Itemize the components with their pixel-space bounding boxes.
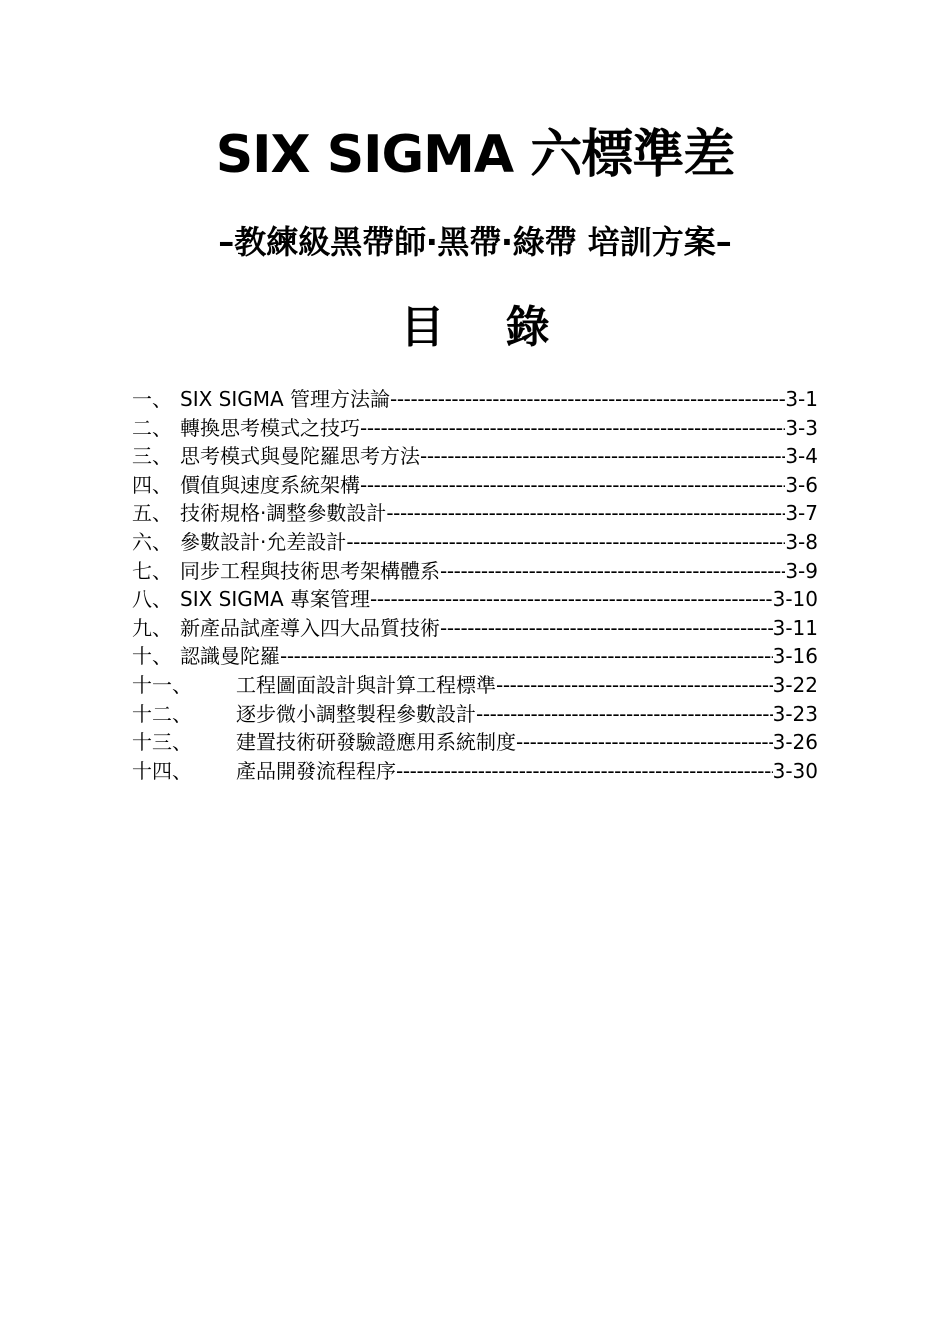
toc-entry-page: 3-9 xyxy=(785,558,818,583)
toc-dot-leader xyxy=(396,757,773,786)
toc-entry-title: 產品開發流程程序 xyxy=(236,758,396,783)
toc-entry xyxy=(132,557,818,586)
document-title: SIX SIGMA 六標準差 xyxy=(215,125,735,185)
toc-entry-page: 3-30 xyxy=(772,758,818,783)
toc-entry-title: SIX SIGMA 管理方法論 xyxy=(180,387,391,411)
toc-dot-leader xyxy=(440,557,785,586)
toc-entry-title: 新產品試產導入四大品質技術 xyxy=(180,615,440,640)
toc-entry xyxy=(132,614,818,643)
toc-entry-title: 逐步微小調整製程參數設計 xyxy=(236,701,476,726)
toc-entry-title: 技術規格‧調整參數設計 xyxy=(180,501,387,526)
toc-entry-page: 3-26 xyxy=(772,730,818,755)
toc-entry-number: 八、 xyxy=(132,587,172,612)
toc-entry-number: 六、 xyxy=(132,529,172,554)
toc-dot-leader xyxy=(370,585,773,614)
toc-dot-leader xyxy=(496,671,773,700)
toc-entry-number: 十三、 xyxy=(132,730,192,755)
toc-entry-number: 五、 xyxy=(132,501,172,526)
toc-entry-page: 3-23 xyxy=(772,701,818,726)
toc-entry xyxy=(132,442,818,471)
toc-entry-title: SIX SIGMA 專案管理 xyxy=(180,587,371,612)
toc-entry-title: 轉換思考模式之技巧 xyxy=(180,415,360,440)
toc-entry xyxy=(132,757,818,786)
toc-entry-number: 十一、 xyxy=(132,672,192,697)
toc-entry-number: 十二、 xyxy=(132,701,192,726)
toc-entry-number: 一、 xyxy=(132,387,172,411)
toc-entry-page: 3-8 xyxy=(785,529,818,554)
toc-entry xyxy=(132,642,818,671)
toc-entry-number: 九、 xyxy=(132,615,172,640)
toc-entry-page: 3-3 xyxy=(785,415,818,440)
toc-entry xyxy=(132,471,818,500)
toc-entry xyxy=(132,585,818,614)
toc-entry xyxy=(132,414,818,443)
table-of-contents xyxy=(132,385,818,785)
toc-dot-leader xyxy=(346,528,785,557)
toc-dot-leader xyxy=(516,728,773,757)
toc-heading: 目 錄 xyxy=(400,302,550,353)
toc-entry-title: 工程圖面設計與計算工程標準 xyxy=(236,672,496,697)
toc-entry-title: 價值與速度系統架構 xyxy=(180,472,360,497)
toc-dot-leader xyxy=(280,642,773,671)
toc-entry xyxy=(132,700,818,729)
toc-entry-number: 四、 xyxy=(132,472,172,497)
toc-entry-page: 3-6 xyxy=(785,472,818,497)
document-subtitle: –教練級黑帶師‧黑帶‧綠帶 培訓方案– xyxy=(218,223,732,261)
toc-entry xyxy=(132,728,818,757)
toc-entry-page: 3-4 xyxy=(785,444,818,469)
toc-entry-title: 同步工程與技術思考架構體系 xyxy=(180,558,440,583)
toc-entry-title: 認識曼陀羅 xyxy=(180,644,280,669)
toc-entry-page: 3-1 xyxy=(785,387,818,411)
toc-entry-number: 十、 xyxy=(132,644,172,669)
toc-dot-leader xyxy=(360,414,785,443)
toc-dot-leader xyxy=(386,499,785,528)
toc-entry-number: 七、 xyxy=(132,558,172,583)
toc-entry xyxy=(132,385,818,414)
toc-entry-page: 3-11 xyxy=(772,615,818,640)
toc-dot-leader xyxy=(360,471,785,500)
toc-entry xyxy=(132,499,818,528)
toc-dot-leader xyxy=(420,442,785,471)
toc-entry-page: 3-10 xyxy=(772,587,818,612)
toc-entry-number: 三、 xyxy=(132,444,172,469)
toc-entry xyxy=(132,528,818,557)
toc-entry-number: 二、 xyxy=(132,415,172,440)
toc-entry-page: 3-7 xyxy=(785,501,818,526)
toc-dot-leader xyxy=(440,614,773,643)
toc-dot-leader xyxy=(390,385,785,414)
toc-entry-number: 十四、 xyxy=(132,758,192,783)
toc-entry-page: 3-16 xyxy=(772,644,818,669)
toc-entry-page: 3-22 xyxy=(772,672,818,697)
toc-entry-title: 建置技術研發驗證應用系統制度 xyxy=(236,730,516,755)
toc-entry-title: 思考模式與曼陀羅思考方法 xyxy=(180,444,420,469)
toc-entry-title: 參數設計‧允差設計 xyxy=(180,529,347,554)
toc-entry xyxy=(132,671,818,700)
toc-dot-leader xyxy=(476,700,773,729)
